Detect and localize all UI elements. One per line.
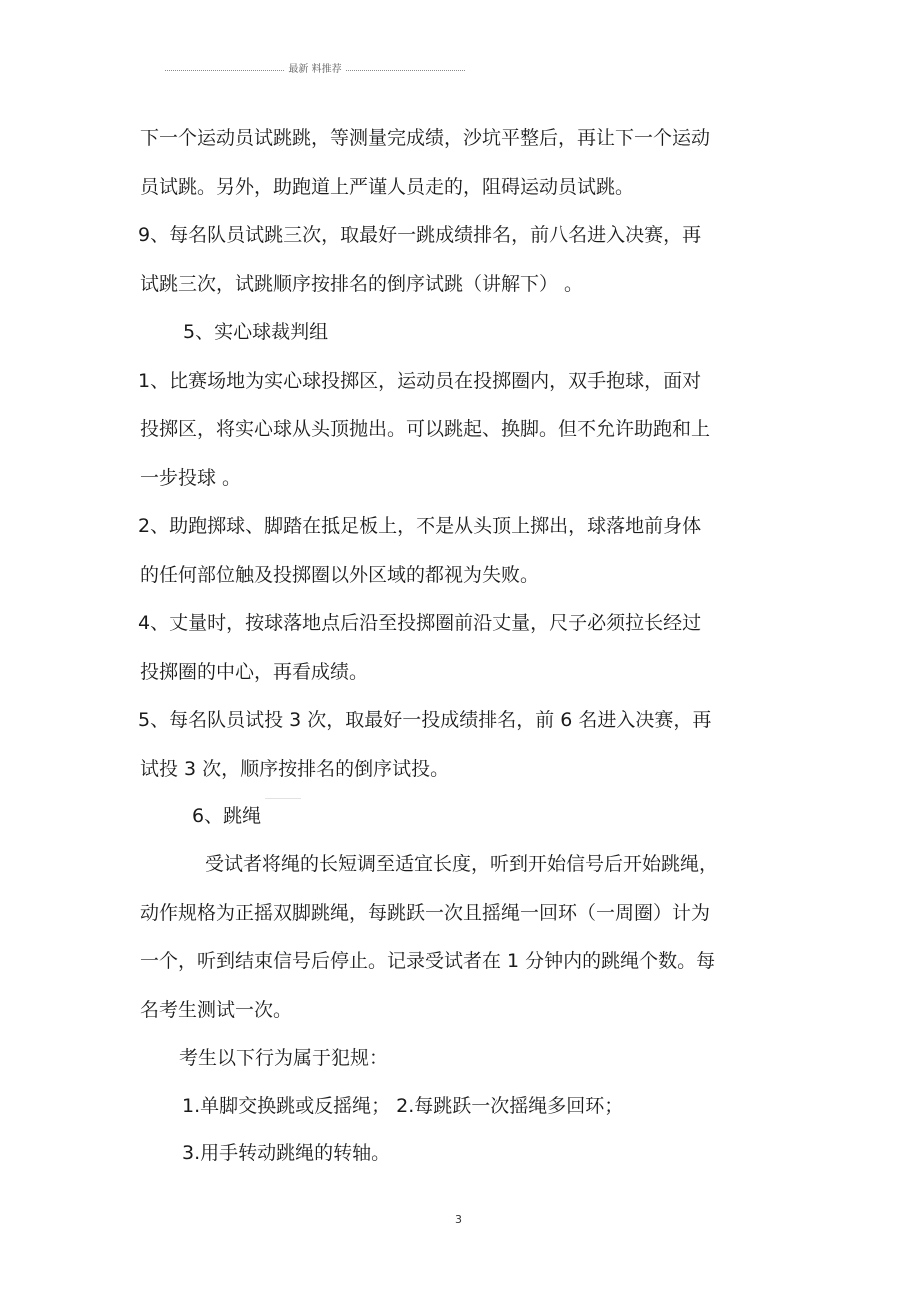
- paragraph-line: 5、每名队员试投 3 次，取最好一投成绩排名，前 6 名进入决赛，再: [138, 709, 712, 731]
- list-line: 1.单脚交换跳或反摇绳； 2.每跳跃一次摇绳多回环；: [182, 1095, 624, 1117]
- paragraph-line: 投掷圈的中心，再看成绩。: [140, 661, 369, 683]
- paragraph-line: 下一个运动员试跳跳，等测量完成绩，沙坑平整后，再让下一个运动: [140, 127, 711, 149]
- header-text: 最新 料推荐: [288, 64, 342, 75]
- paragraph-line: 2、助跑掷球、脚踏在抵足板上，不是从头顶上掷出，球落地前身体: [138, 515, 702, 537]
- paragraph-line: 一步投球 。: [140, 467, 242, 489]
- paragraph-line: 9、每名队员试跳三次，取最好一跳成绩排名，前八名进入决赛，再: [138, 224, 702, 246]
- paragraph-line: 1、比赛场地为实心球投掷区，运动员在投掷圈内，双手抱球，面对: [138, 370, 702, 392]
- faint-rule: [265, 798, 301, 799]
- paragraph-line: 一个，听到结束信号后停止。记录受试者在 1 分钟内的跳绳个数。每: [140, 950, 716, 972]
- paragraph-line: 动作规格为正摇双脚跳绳，每跳跃一次且摇绳一回环（一周圈）计为: [140, 902, 711, 924]
- paragraph-line: 名考生测试一次。: [140, 999, 293, 1021]
- page-number: 3: [455, 1213, 462, 1226]
- paragraph-line: 受试者将绳的长短调至适宜长度，听到开始信号后开始跳绳，: [205, 853, 719, 875]
- header-dotted-rule-left: [165, 70, 284, 71]
- paragraph-line: 的任何部位触及投掷圈以外区域的都视为失败。: [140, 564, 540, 586]
- paragraph-line: 试投 3 次，顺序按排名的倒序试投。: [140, 758, 450, 780]
- paragraph-line: 投掷区，将实心球从头顶抛出。可以跳起、换脚。但不允许助跑和上: [140, 418, 711, 440]
- paragraph-line: 考生以下行为属于犯规：: [179, 1047, 389, 1069]
- paragraph-line: 员试跳。另外，助跑道上严谨人员走的，阻碍运动员试跳。: [140, 176, 635, 198]
- header-dotted-rule-right: [346, 70, 465, 71]
- page-header: [165, 64, 465, 76]
- list-line: 3.用手转动跳绳的转轴。: [182, 1142, 391, 1164]
- section-heading: 6、跳绳: [192, 805, 262, 827]
- paragraph-line: 4、丈量时，按球落地点后沿至投掷圈前沿丈量，尺子必须拉长经过: [138, 612, 702, 634]
- section-heading: 5、实心球裁判组: [183, 321, 329, 343]
- paragraph-line: 试跳三次，试跳顺序按排名的倒序试跳（讲解下） 。: [140, 273, 584, 295]
